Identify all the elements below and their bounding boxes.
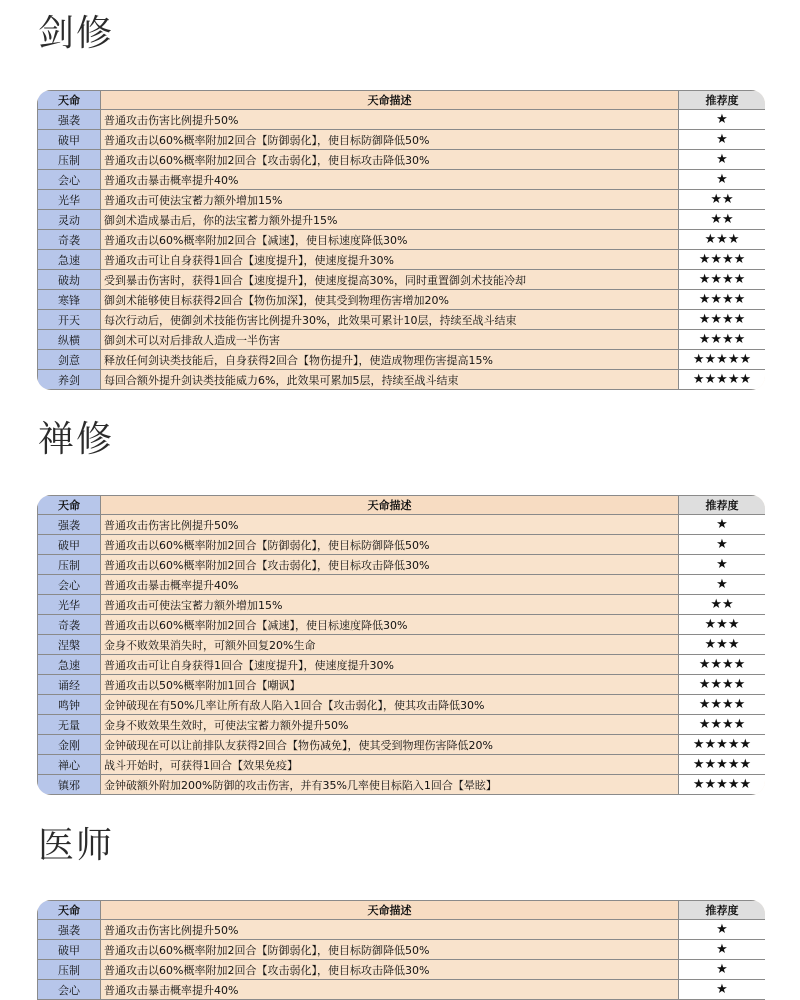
table-row [38, 595, 766, 615]
row-name: 强袭 [38, 920, 101, 940]
row-rating: ★★ [679, 210, 766, 230]
row-name: 诵经 [38, 675, 101, 695]
row-rating: ★★★★ [679, 290, 766, 310]
row-desc: 普通攻击以60%概率附加2回合【减速】，使目标速度降低30% [101, 615, 679, 635]
row-name: 强袭 [38, 515, 101, 535]
table-row [38, 980, 766, 1000]
row-rating: ★ [679, 555, 766, 575]
header-rec: 推荐度 [679, 91, 766, 110]
row-desc: 御剑术可以对后排敌人造成一半伤害 [101, 330, 679, 350]
row-desc: 普通攻击可使法宝蓄力额外增加15% [101, 190, 679, 210]
row-rating: ★ [679, 940, 766, 960]
table-row [38, 515, 766, 535]
header-desc: 天命描述 [101, 496, 679, 515]
table-header-row [38, 91, 766, 110]
row-rating: ★ [679, 535, 766, 555]
row-rating: ★★★★ [679, 675, 766, 695]
table-row [38, 310, 766, 330]
row-desc: 普通攻击以60%概率附加2回合【防御弱化】，使目标防御降低50% [101, 940, 679, 960]
destiny-table [37, 900, 765, 1000]
table-row [38, 715, 766, 735]
table-row [38, 370, 766, 390]
row-name: 破甲 [38, 940, 101, 960]
header-desc: 天命描述 [101, 901, 679, 920]
destiny-table-grid [37, 90, 765, 390]
table-row [38, 775, 766, 795]
row-name: 纵横 [38, 330, 101, 350]
header-rec: 推荐度 [679, 901, 766, 920]
row-name: 急速 [38, 655, 101, 675]
row-rating: ★★★ [679, 615, 766, 635]
row-desc: 普通攻击以60%概率附加2回合【攻击弱化】，使目标攻击降低30% [101, 555, 679, 575]
table-row [38, 350, 766, 370]
row-name: 镇邪 [38, 775, 101, 795]
row-rating: ★ [679, 575, 766, 595]
row-desc: 每次行动后，使御剑术技能伤害比例提升30%，此效果可累计10层，持续至战斗结束 [101, 310, 679, 330]
header-name: 天命 [38, 496, 101, 515]
row-name: 急速 [38, 250, 101, 270]
row-desc: 御剑术造成暴击后，你的法宝蓄力额外提升15% [101, 210, 679, 230]
row-name: 养剑 [38, 370, 101, 390]
row-name: 强袭 [38, 110, 101, 130]
table-row [38, 230, 766, 250]
row-name: 鸣钟 [38, 695, 101, 715]
table-row [38, 270, 766, 290]
table-row [38, 150, 766, 170]
row-name: 奇袭 [38, 615, 101, 635]
row-name: 寒锋 [38, 290, 101, 310]
row-name: 奇袭 [38, 230, 101, 250]
row-desc: 金钟破现在有50%几率让所有敌人陷入1回合【攻击弱化】，使其攻击降低30% [101, 695, 679, 715]
row-desc: 受到暴击伤害时，获得1回合【速度提升】，使速度提高30%，同时重置御剑术技能冷却 [101, 270, 679, 290]
row-desc: 普通攻击伤害比例提升50% [101, 110, 679, 130]
row-rating: ★★★★★ [679, 350, 766, 370]
row-name: 光华 [38, 595, 101, 615]
row-name: 涅槃 [38, 635, 101, 655]
row-rating: ★★★★ [679, 330, 766, 350]
row-desc: 御剑术能够使目标获得2回合【物伤加深】，使其受到物理伤害增加20% [101, 290, 679, 310]
row-name: 压制 [38, 555, 101, 575]
section-title: 禅修 [38, 419, 115, 460]
row-rating: ★★ [679, 595, 766, 615]
section-title: 医师 [38, 825, 115, 866]
row-name: 破甲 [38, 535, 101, 555]
row-desc: 普通攻击可让自身获得1回合【速度提升】，使速度提升30% [101, 250, 679, 270]
row-name: 禅心 [38, 755, 101, 775]
table-row [38, 635, 766, 655]
table-row [38, 695, 766, 715]
row-rating: ★★★★★ [679, 370, 766, 390]
row-desc: 每回合额外提升剑诀类技能威力6%，此效果可累加5层，持续至战斗结束 [101, 370, 679, 390]
row-rating: ★ [679, 170, 766, 190]
row-desc: 普通攻击以60%概率附加2回合【减速】，使目标速度降低30% [101, 230, 679, 250]
row-rating: ★ [679, 980, 766, 1000]
row-rating: ★ [679, 110, 766, 130]
row-desc: 普通攻击以60%概率附加2回合【攻击弱化】，使目标攻击降低30% [101, 960, 679, 980]
row-desc: 金身不败效果生效时，可使法宝蓄力额外提升50% [101, 715, 679, 735]
table-row [38, 555, 766, 575]
row-name: 会心 [38, 575, 101, 595]
table-row [38, 755, 766, 775]
row-name: 破劫 [38, 270, 101, 290]
header-name: 天命 [38, 901, 101, 920]
row-rating: ★★★★★ [679, 735, 766, 755]
row-rating: ★ [679, 150, 766, 170]
row-rating: ★★★★ [679, 715, 766, 735]
row-rating: ★★★★ [679, 270, 766, 290]
row-rating: ★★ [679, 190, 766, 210]
row-desc: 普通攻击暴击概率提升40% [101, 575, 679, 595]
header-rec: 推荐度 [679, 496, 766, 515]
row-name: 灵动 [38, 210, 101, 230]
row-desc: 普通攻击可让自身获得1回合【速度提升】，使速度提升30% [101, 655, 679, 675]
table-row [38, 290, 766, 310]
header-name: 天命 [38, 91, 101, 110]
row-name: 压制 [38, 150, 101, 170]
row-desc: 金钟破额外附加200%防御的攻击伤害，并有35%几率使目标陷入1回合【晕眩】 [101, 775, 679, 795]
row-rating: ★★★★ [679, 695, 766, 715]
row-desc: 金钟破现在可以让前排队友获得2回合【物伤减免】，使其受到物理伤害降低20% [101, 735, 679, 755]
row-name: 会心 [38, 170, 101, 190]
table-row [38, 960, 766, 980]
table-row [38, 190, 766, 210]
row-name: 金刚 [38, 735, 101, 755]
row-desc: 普通攻击以60%概率附加2回合【防御弱化】，使目标防御降低50% [101, 130, 679, 150]
destiny-table [37, 495, 765, 795]
table-row [38, 735, 766, 755]
row-desc: 释放任何剑诀类技能后，自身获得2回合【物伤提升】，使造成物理伤害提高15% [101, 350, 679, 370]
table-row [38, 110, 766, 130]
row-name: 破甲 [38, 130, 101, 150]
row-desc: 普通攻击伤害比例提升50% [101, 920, 679, 940]
row-rating: ★ [679, 130, 766, 150]
row-name: 光华 [38, 190, 101, 210]
row-desc: 普通攻击暴击概率提升40% [101, 170, 679, 190]
row-desc: 战斗开始时，可获得1回合【效果免疫】 [101, 755, 679, 775]
table-row [38, 250, 766, 270]
row-name: 无量 [38, 715, 101, 735]
row-rating: ★★★★ [679, 250, 766, 270]
row-rating: ★ [679, 960, 766, 980]
row-name: 开天 [38, 310, 101, 330]
header-desc: 天命描述 [101, 91, 679, 110]
row-name: 会心 [38, 980, 101, 1000]
row-desc: 普通攻击可使法宝蓄力额外增加15% [101, 595, 679, 615]
row-name: 剑意 [38, 350, 101, 370]
row-rating: ★ [679, 920, 766, 940]
table-row [38, 655, 766, 675]
table-row [38, 920, 766, 940]
table-row [38, 575, 766, 595]
row-desc: 普通攻击以60%概率附加2回合【攻击弱化】，使目标攻击降低30% [101, 150, 679, 170]
row-rating: ★★★★ [679, 655, 766, 675]
table-row [38, 330, 766, 350]
table-row [38, 615, 766, 635]
destiny-table-grid [37, 900, 765, 1000]
table-row [38, 130, 766, 150]
table-row [38, 210, 766, 230]
destiny-table [37, 90, 765, 390]
row-rating: ★ [679, 515, 766, 535]
row-rating: ★★★ [679, 635, 766, 655]
row-desc: 普通攻击暴击概率提升40% [101, 980, 679, 1000]
row-desc: 金身不败效果消失时，可额外回复20%生命 [101, 635, 679, 655]
table-header-row [38, 496, 766, 515]
row-desc: 普通攻击伤害比例提升50% [101, 515, 679, 535]
row-rating: ★★★★ [679, 310, 766, 330]
section-title: 剑修 [38, 13, 115, 54]
row-desc: 普通攻击以60%概率附加2回合【防御弱化】，使目标防御降低50% [101, 535, 679, 555]
row-rating: ★★★★★ [679, 755, 766, 775]
table-row [38, 675, 766, 695]
row-rating: ★★★ [679, 230, 766, 250]
row-rating: ★★★★★ [679, 775, 766, 795]
table-row [38, 170, 766, 190]
table-header-row [38, 901, 766, 920]
row-desc: 普通攻击以50%概率附加1回合【嘲讽】 [101, 675, 679, 695]
table-row [38, 940, 766, 960]
row-name: 压制 [38, 960, 101, 980]
table-row [38, 535, 766, 555]
destiny-table-grid [37, 495, 765, 795]
